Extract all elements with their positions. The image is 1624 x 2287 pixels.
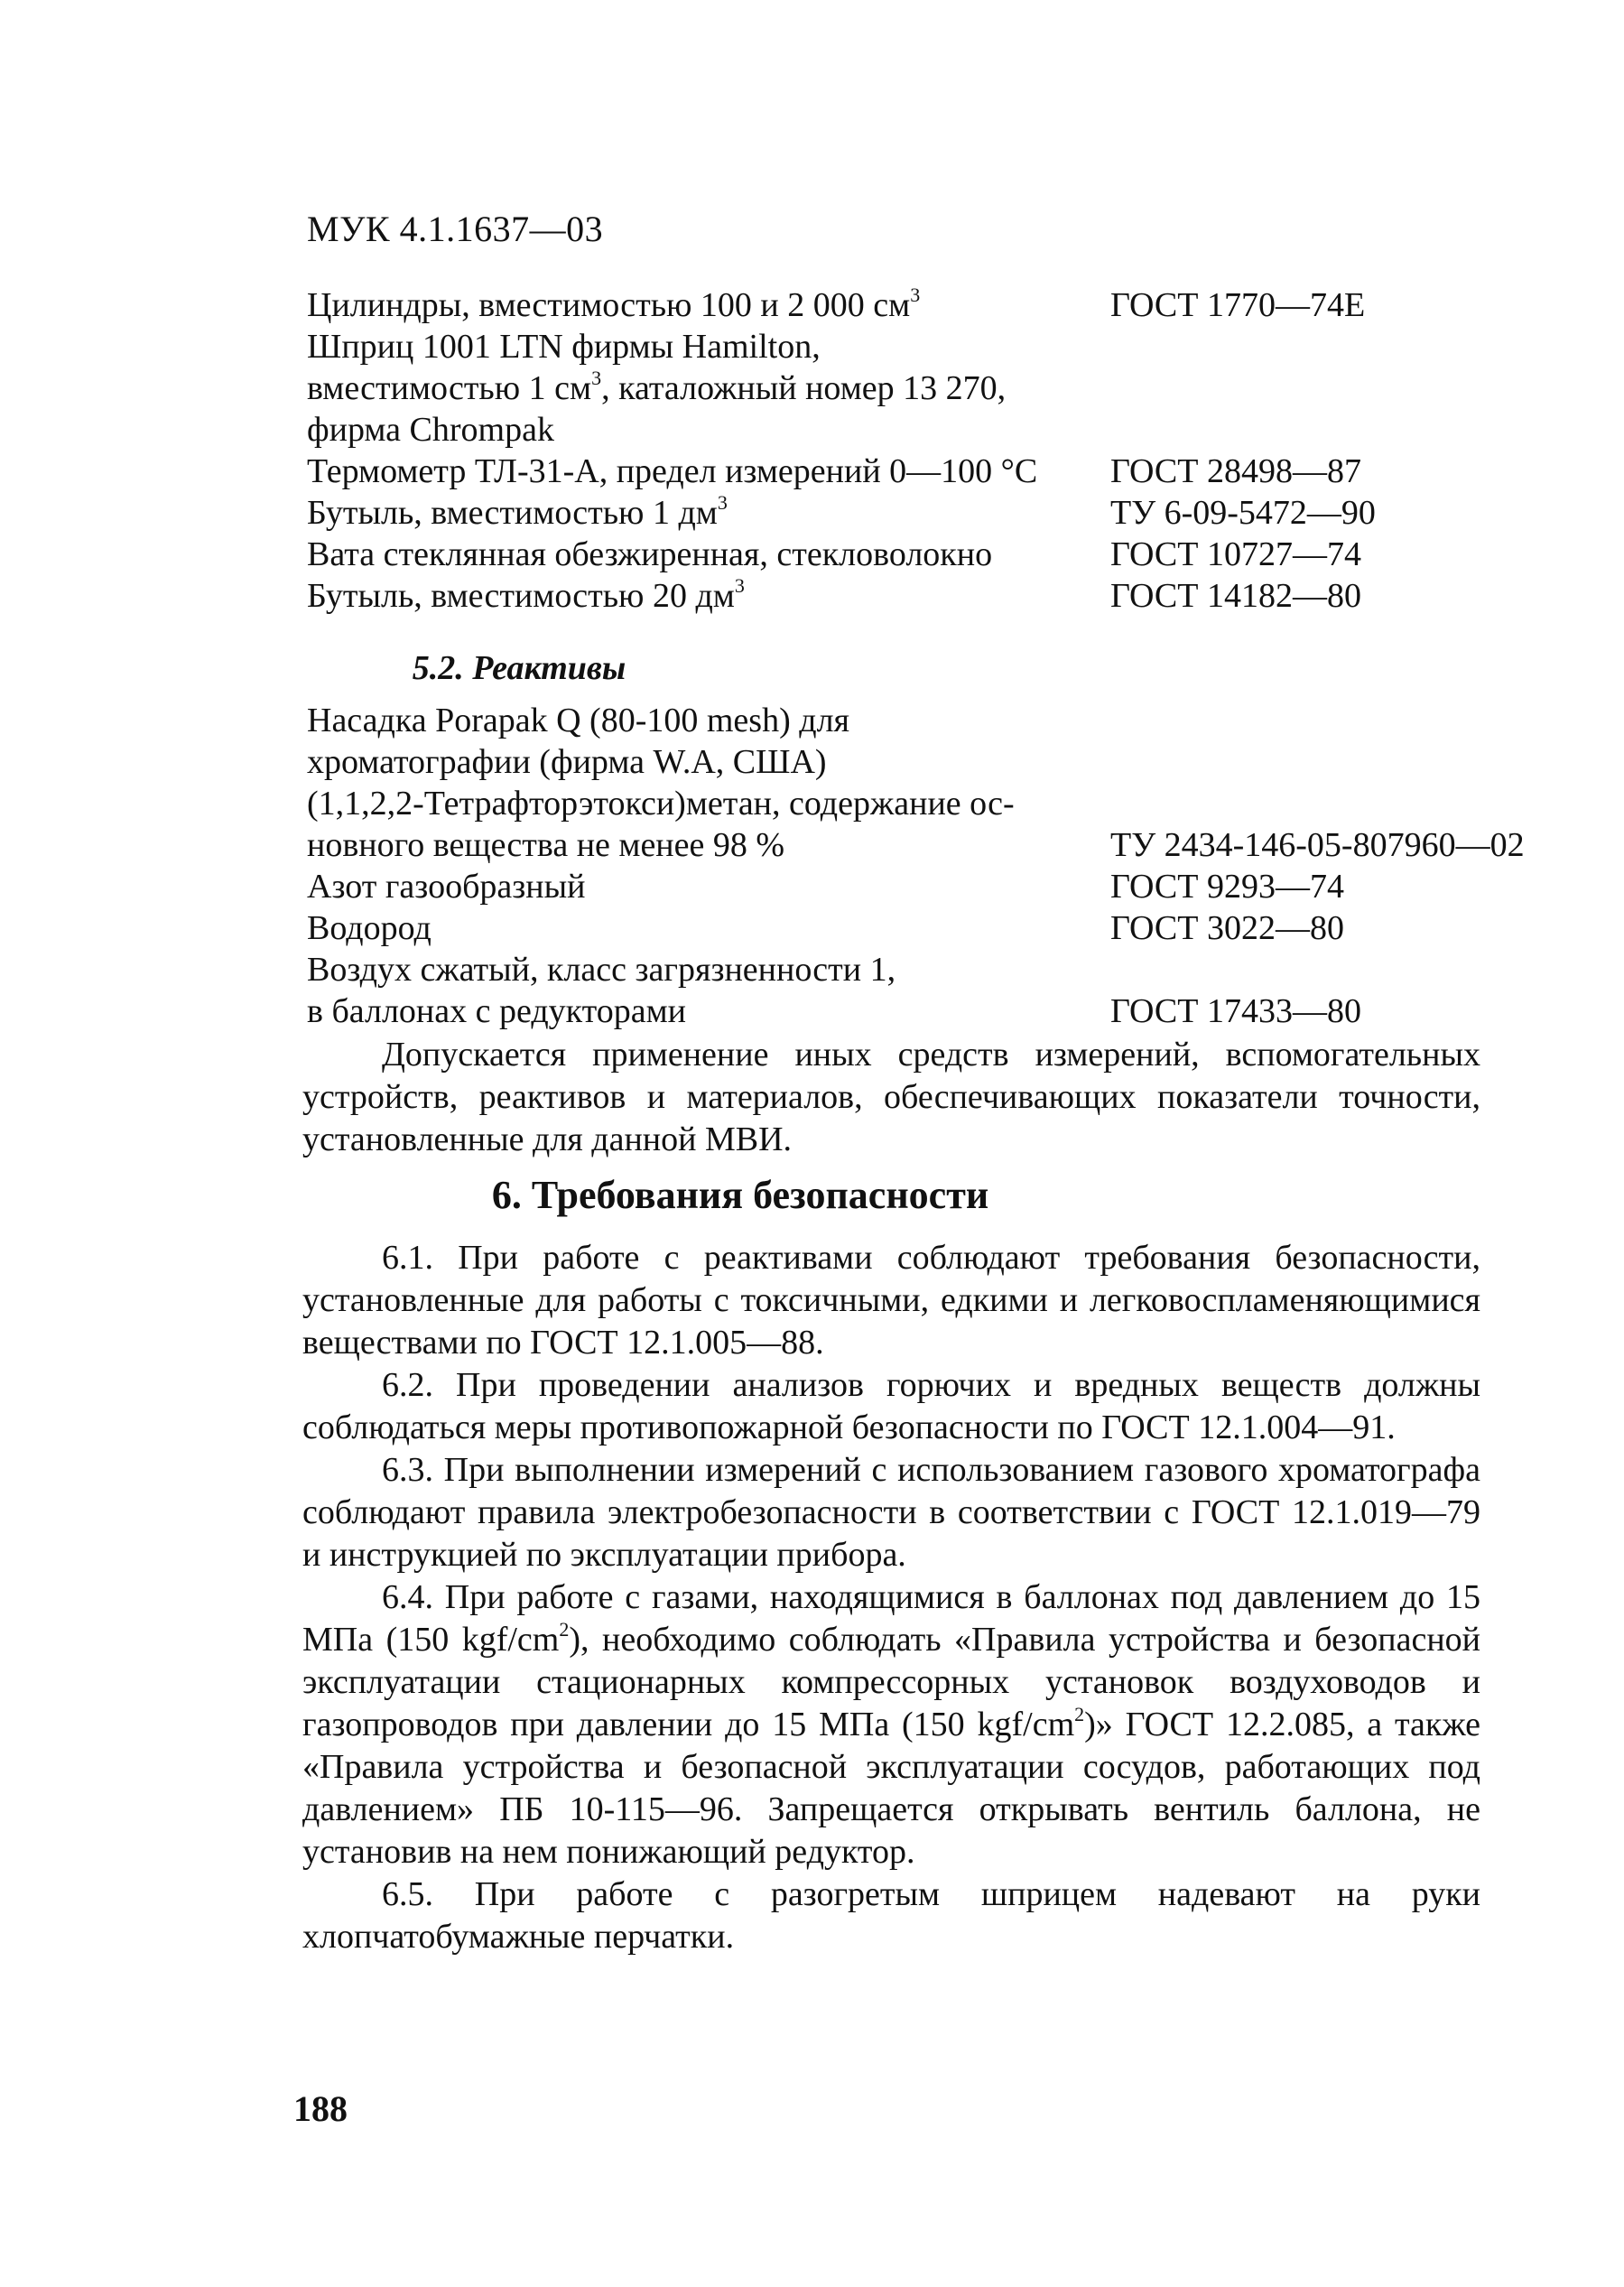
- page-number: 188: [293, 2088, 348, 2129]
- section-heading: 6. Требования безопасности: [491, 1173, 989, 1217]
- paragraph-6-1: 6.1. При работе с реактивами соблюдают требования безопасности, установленные для работы с токсичными, едкими и легковоспламеняющимися веществами по ГОСТ 12.1.005—88.: [302, 1239, 1480, 1362]
- reagents-list: [307, 700, 1571, 1032]
- item-standard: ГОСТ 17433—80: [1110, 992, 1361, 1030]
- item-label: Вата стеклянная обезжиренная, стекловолокно: [307, 535, 993, 573]
- safety-section: [302, 1237, 1480, 1958]
- list-item: [307, 990, 1571, 1032]
- list-item: [307, 534, 1571, 575]
- paragraph-6-4: [302, 1576, 1480, 1873]
- item-label: вместимостью 1 см: [307, 369, 592, 407]
- allowance-paragraph: [302, 1034, 1480, 1161]
- item-label: (1,1,2,2-Тетрафторэтокси)метан, содержание ос-: [307, 785, 1015, 823]
- item-standard: ГОСТ 14182—80: [1110, 577, 1361, 615]
- paragraph-text: )» ГОСТ 12.2.085, а также «Правила устройства и безопасной эксплуатации сосудов, работающих под давлением» ПБ 10-115—96. Запрещается открывать вентиль баллона, не установив на нем понижающий редуктор.: [302, 1706, 1480, 1871]
- paragraph-text: ), необходимо соблюдать «Правила устройства и безопасной эксплуатации стационарных компрессорных установок воздуховодов и газопроводов при давлении до 15 МПа (150 kgf/cm: [302, 1621, 1480, 1743]
- item-label: Азот газообразный: [307, 868, 586, 906]
- item-standard: ТУ 2434-146-05-807960—02: [1110, 826, 1525, 864]
- list-item: [307, 326, 1571, 367]
- superscript: 3: [910, 284, 921, 307]
- list-item: [307, 907, 1571, 949]
- superscript: 2: [1074, 1703, 1085, 1726]
- equipment-list: [307, 284, 1571, 617]
- item-label: новного вещества не менее 98 %: [307, 826, 785, 864]
- list-item: [307, 866, 1571, 907]
- item-standard: ГОСТ 9293—74: [1110, 868, 1344, 906]
- list-item: [307, 367, 1571, 409]
- list-item: [307, 949, 1571, 990]
- list-item: [307, 409, 1571, 451]
- list-item: [307, 700, 1571, 741]
- paragraph-text: 6.4. При работе с газами, находящимися в баллонах под давлением до 15 МПа (150 kgf/cm: [302, 1578, 1480, 1659]
- item-label: фирма Chrompak: [307, 411, 554, 449]
- item-label: Термометр ТЛ-31-А, предел измерений 0—100 °С: [307, 452, 1038, 490]
- item-label-cont: , каталожный номер 13 270,: [601, 369, 1007, 407]
- list-item: [307, 741, 1571, 783]
- paragraph-text: Допускается применение иных средств измерений, вспомогательных устройств, реактивов и материалов, обеспечивающих показатели точности, установленные для данной МВИ.: [302, 1036, 1480, 1158]
- list-item: [307, 575, 1571, 617]
- list-item: [307, 284, 1571, 326]
- superscript: 3: [591, 367, 602, 390]
- item-label: Бутыль, вместимостью 20 дм: [307, 577, 735, 615]
- superscript: 3: [717, 491, 728, 515]
- item-standard: ГОСТ 10727—74: [1110, 535, 1361, 573]
- item-standard: ГОСТ 1770—74Е: [1110, 286, 1366, 324]
- list-item: [307, 492, 1571, 534]
- item-label: Шприц 1001 LTN фирмы Hamilton,: [307, 328, 821, 366]
- item-label: Воздух сжатый, класс загрязненности 1,: [307, 951, 896, 989]
- item-label: Насадка Porapak Q (80-100 mesh) для: [307, 702, 850, 739]
- paragraph-6-3: 6.3. При выполнении измерений с использованием газового хроматографа соблюдают правила электробезопасности в соответствии с ГОСТ 12.1.019—79 и инструкцией по эксплуатации прибора.: [302, 1451, 1480, 1574]
- paragraph-6-5: 6.5. При работе с разогретым шприцем надевают на руки хлопчатобумажные перчатки.: [302, 1875, 1480, 1956]
- document-header: МУК 4.1.1637—03: [307, 209, 604, 249]
- list-item: [307, 824, 1571, 866]
- item-standard: ГОСТ 28498—87: [1110, 452, 1361, 490]
- item-label: Цилиндры, вместимостью 100 и 2 000 см: [307, 286, 911, 324]
- paragraph-6-2: 6.2. При проведении анализов горючих и вредных веществ должны соблюдаться меры противопожарной безопасности по ГОСТ 12.1.004—91.: [302, 1366, 1480, 1446]
- item-standard: ТУ 6-09-5472—90: [1110, 494, 1376, 532]
- superscript: 2: [559, 1618, 570, 1641]
- superscript: 3: [734, 574, 745, 598]
- item-label: Бутыль, вместимостью 1 дм: [307, 494, 718, 532]
- item-label: Водород: [307, 909, 432, 947]
- list-item: [307, 451, 1571, 492]
- reagents-heading: 5.2. Реактивы: [412, 649, 626, 687]
- item-standard: ГОСТ 3022—80: [1110, 909, 1344, 947]
- item-label: хроматографии (фирма W.A, США): [307, 743, 827, 781]
- item-label: в баллонах с редукторами: [307, 992, 686, 1030]
- list-item: [307, 783, 1571, 824]
